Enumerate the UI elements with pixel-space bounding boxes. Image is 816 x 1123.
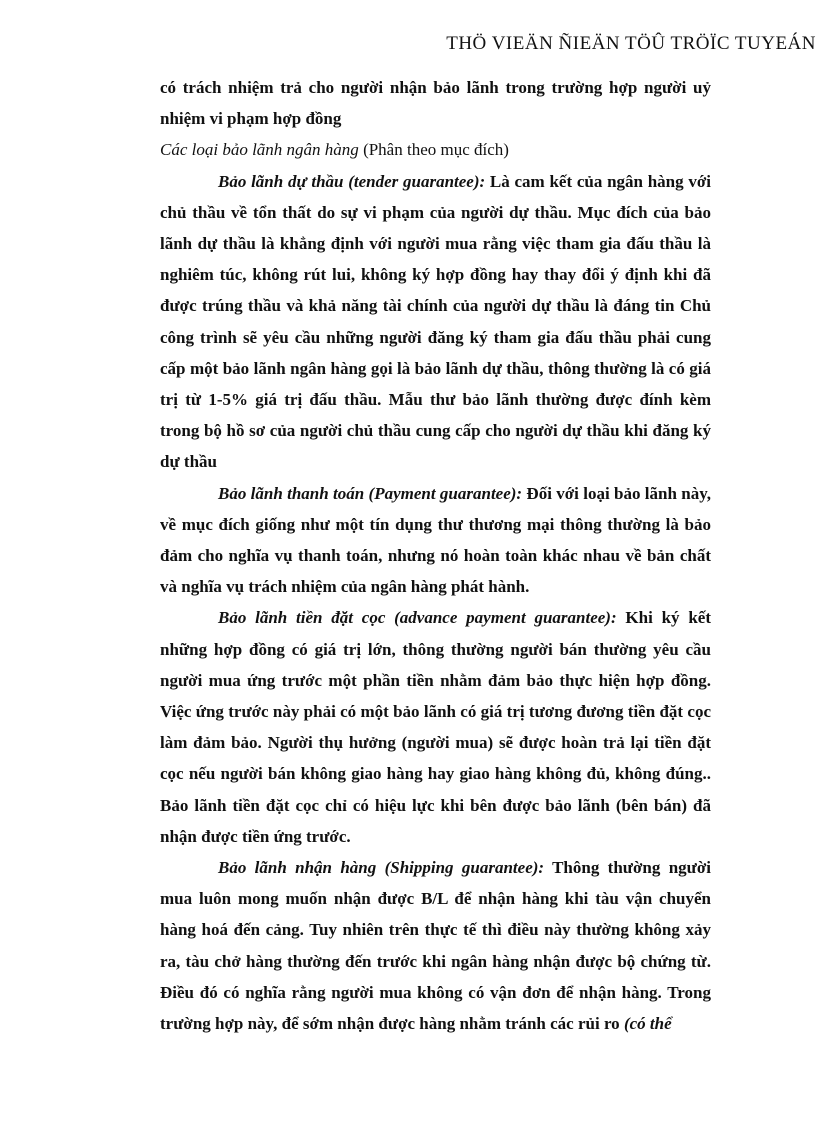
term-tender-guarantee: Bảo lãnh dự thầu (tender guarantee): xyxy=(218,171,486,191)
paragraph-text: Đối với loại bảo lãnh này, về mục đích giống như một tín dụng thư thương mại thông thường là bảo đảm cho nghĩa vụ thanh toán, nhưng nó hoàn toàn khác nhau về bản chất và nghĩa vụ trách nhiệm của ngân hàng phát hành. xyxy=(160,483,712,597)
paragraph-payment-guarantee xyxy=(160,478,711,603)
term-shipping-guarantee: Bảo lãnh nhận hàng (Shipping guarantee): xyxy=(218,858,545,878)
paragraph-advance-payment-guarantee xyxy=(160,602,711,852)
paragraph-text: có trách nhiệm trả cho người nhận bảo lãnh trong trường hợp người uỷ nhiệm vi phạm hợp đồng xyxy=(160,78,711,129)
paragraph-shipping-guarantee xyxy=(160,852,711,1039)
paragraph-tender-guarantee xyxy=(160,166,711,478)
page-header: THÖ VIEÄN ÑIEÄN TÖÛ TRÖÏC TUYEÁN xyxy=(446,33,816,54)
section-heading xyxy=(160,134,711,165)
paragraph-text: Là cam kết của ngân hàng với chủ thầu về tổn thất do sự vi phạm của người dự thầu. Mục đích của bảo lãnh dự thầu là khẳng định với người mua rằng việc tham gia đấu thầu là nghiêm túc, không rút lui, không ký hợp đồng hay thay đổi ý định khi đã được trúng thầu và khả năng tài chính của người dự thầu là đáng tin Chủ công trình sẽ yêu cầu những người đăng ký tham gia đấu thầu phải cung cấp một bảo lãnh ngân hàng gọi là bảo lãnh dự thầu, thông thường là có giá trị từ 1-5% giá trị đấu thầu. Mẫu thư bảo lãnh thường được đính kèm trong bộ hồ sơ của người chủ thầu cung cấp cho người dự thầu khi đăng ký dự thầu xyxy=(160,171,711,472)
section-heading-note: (Phân theo mục đích) xyxy=(358,140,509,160)
paragraph-trailing-italic: (có thể xyxy=(623,1014,672,1034)
term-advance-payment-guarantee: Bảo lãnh tiền đặt cọc (advance payment guarantee): xyxy=(218,608,617,628)
section-heading-title: Các loại bảo lãnh ngân hàng xyxy=(160,140,359,160)
paragraph-text: Khi ký kết những hợp đồng có giá trị lớn, thông thường người bán thường yêu cầu người mua ứng trước một phần tiền nhằm đảm bảo thực hiện hợp đồng. Việc ứng trước này phải có một bảo lãnh có giá trị tương đương tiền đặt cọc làm đảm bảo. Người thụ hưởng (người mua) sẽ được hoàn trả lại tiền đặt cọc nếu người bán không giao hàng hay giao hàng không đủ, không đúng.. Bảo lãnh tiền đặt cọc chỉ có hiệu lực khi bên được bảo lãnh (bên bán) đã nhận được tiền ứng trước. xyxy=(160,608,711,846)
term-payment-guarantee: Bảo lãnh thanh toán (Payment guarantee): xyxy=(218,483,523,503)
paragraph-continuation xyxy=(160,72,711,134)
paragraph-text: Thông thường người mua luôn mong muốn nhận được B/L để nhận hàng khi tàu vận chuyển hàng hoá đến cảng. Tuy nhiên trên thực tế thì điều này thường không xảy ra, tàu chở hàng thường đến trước khi ngân hàng nhận được bộ chứng từ. Điều đó có nghĩa rằng người mua không có vận đơn để nhận hàng. Trong trường hợp này, để sớm nhận được hàng nhằm tránh các rủi ro xyxy=(160,858,711,1034)
document-body xyxy=(160,72,711,1039)
